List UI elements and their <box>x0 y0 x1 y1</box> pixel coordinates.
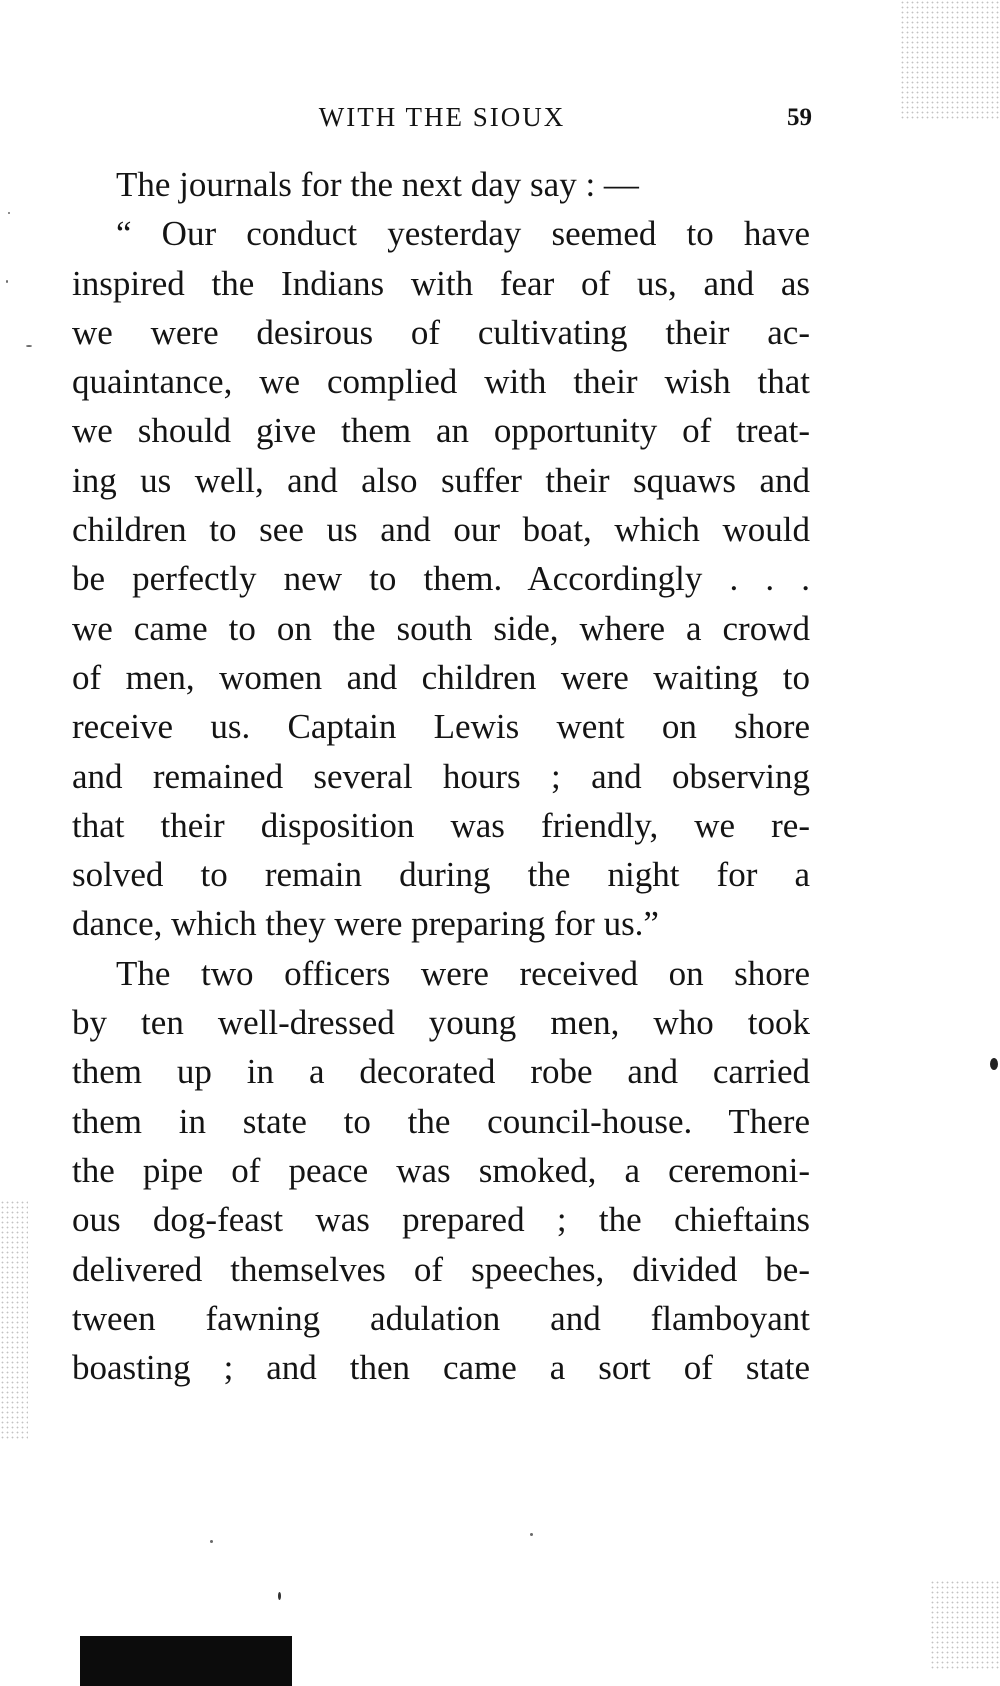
scan-blot <box>80 1636 292 1686</box>
text-line: children to see us and our boat, which would <box>72 510 810 550</box>
text-line: we came to on the south side, where a crowd <box>72 608 810 648</box>
text-line: The journals for the next day say : — <box>116 165 639 204</box>
page-number: 59 <box>787 104 812 131</box>
text-line: dance, which they were preparing for us.” <box>72 904 659 944</box>
running-title: WITH THE SIOUX <box>318 102 566 132</box>
text-line: by ten well-dressed young men, who took <box>72 1003 810 1043</box>
scan-speck <box>26 345 32 347</box>
scan-speck <box>278 1592 281 1600</box>
text-line: The two officers were received on shore <box>116 953 810 993</box>
text-line: them in state to the council-house. There <box>72 1101 810 1141</box>
text-line: the pipe of peace was smoked, a ceremoni- <box>72 1150 810 1190</box>
scan-speck <box>6 280 8 283</box>
scan-speck <box>530 1533 533 1536</box>
scan-speck <box>210 1540 213 1543</box>
body-text <box>72 160 810 1392</box>
text-line: tween fawning adulation and flamboyant <box>72 1298 810 1338</box>
text-line: delivered themselves of speeches, divided be- <box>72 1249 810 1289</box>
text-line: we should give them an opportunity of treat- <box>72 411 810 451</box>
text-line: “ Our conduct yesterday seemed to have <box>116 214 810 254</box>
text-line: them up in a decorated robe and carried <box>72 1052 810 1092</box>
text-line: that their disposition was friendly, we re- <box>72 805 810 845</box>
scan-speck <box>8 212 10 214</box>
text-line: ous dog-feast was prepared ; the chieftains <box>72 1200 810 1240</box>
running-head <box>72 102 812 142</box>
text-line: and remained several hours ; and observing <box>72 756 810 796</box>
scan-speck <box>990 1058 998 1070</box>
text-line: we were desirous of cultivating their ac- <box>72 312 810 352</box>
scan-noise <box>900 0 1000 120</box>
scan-noise <box>930 1580 1000 1670</box>
text-line: ing us well, and also suffer their squaws and <box>72 460 810 500</box>
text-line: receive us. Captain Lewis went on shore <box>72 707 810 747</box>
text-line: boasting ; and then came a sort of state <box>72 1348 810 1388</box>
text-line: inspired the Indians with fear of us, and as <box>72 263 810 303</box>
text-line: solved to remain during the night for a <box>72 855 810 895</box>
scan-noise <box>0 1200 28 1440</box>
text-line: quaintance, we complied with their wish that <box>72 362 810 402</box>
text-line: be perfectly new to them. Accordingly . . . <box>72 559 810 599</box>
text-line: of men, women and children were waiting to <box>72 657 810 697</box>
